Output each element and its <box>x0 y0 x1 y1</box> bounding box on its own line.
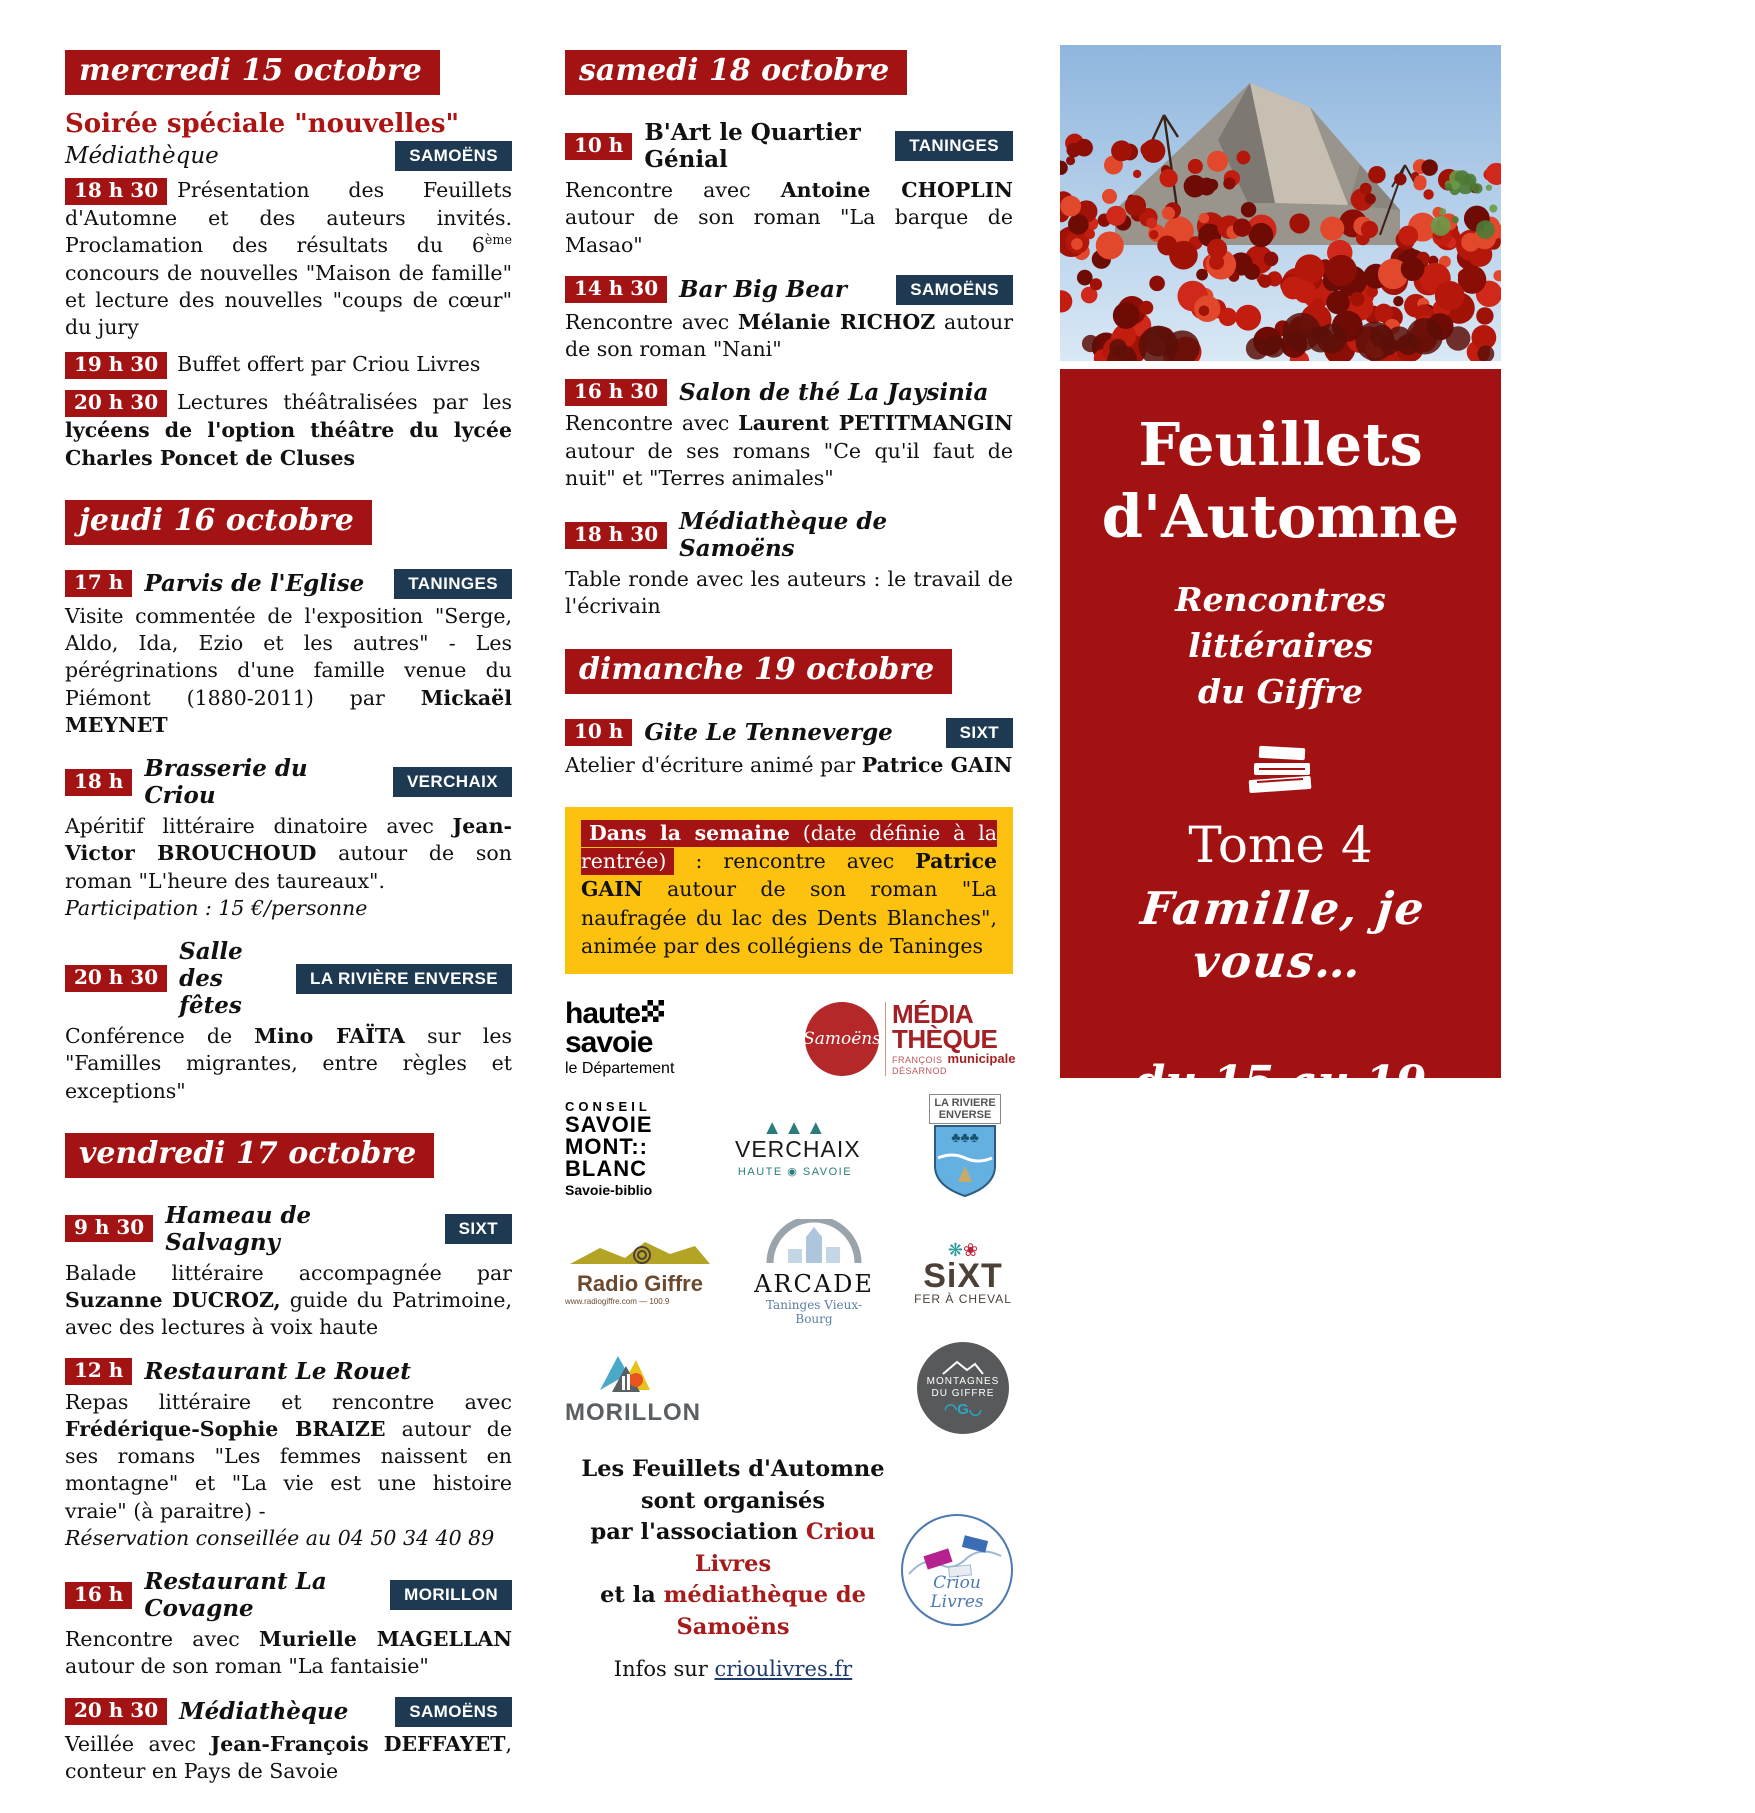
text-segment: sur les "Familles migrantes, entre règles et exceptions" <box>65 1024 512 1103</box>
text-segment: Murielle MAGELLAN <box>259 1627 512 1651</box>
day-section <box>65 1133 512 1785</box>
event-venue: Restaurant Le Rouet <box>144 1357 411 1385</box>
logo-arcade-line2: Taninges Vieux-Bourg <box>765 1298 862 1327</box>
event-description <box>65 1023 512 1105</box>
location-badge: VERCHAIX <box>393 767 512 797</box>
event-venue: Bar Big Bear <box>679 276 847 304</box>
riviere-shield-icon <box>932 1124 998 1198</box>
left-column <box>65 50 512 1813</box>
event-venue: B'Art le Quartier Génial <box>644 119 861 173</box>
location-badge: SAMOËNS <box>896 275 1013 305</box>
text-segment: Suzanne DUCROZ, <box>65 1288 281 1312</box>
radio-giffre-mountain-icon <box>570 1240 710 1266</box>
text-segment: Patrice GAIN <box>861 752 1013 777</box>
text-segment: Lectures théâtralisées par les <box>177 390 512 415</box>
middle-column <box>565 50 1016 1685</box>
week-note-chip-rest: (date définie à la rentrée) <box>581 820 997 874</box>
event-venue: Parvis de l'Eglise <box>144 570 365 598</box>
text-segment: Conférence de <box>65 1024 255 1048</box>
event-time-chip: 17 h <box>65 570 132 597</box>
event-time-chip: 18 h 30 <box>65 178 167 205</box>
day-header: dimanche 19 octobre <box>565 649 952 694</box>
logo-media-line2: THÈQUE <box>892 1023 998 1054</box>
text-segment: autour de son roman "La barque de Masao" <box>565 205 1013 257</box>
logo-verchaix <box>735 1116 861 1178</box>
event-venue: Salon de thé La Jaysinia <box>679 379 989 407</box>
organizers-line4-red: médiathèque de Samoëns <box>663 1582 866 1640</box>
event-venue: Salle des fêtes <box>179 938 243 1019</box>
text-segment: Présentation des Feuillets d'Automne et des auteurs invités. Proclamation des résultats du 6 <box>65 178 512 258</box>
logo-criou-livres <box>901 1514 1013 1626</box>
event-header-row <box>65 1697 512 1727</box>
event-venue: Hameau de Salvagny <box>165 1201 312 1256</box>
day-header: jeudi 16 octobre <box>65 500 372 545</box>
day-header: vendredi 17 octobre <box>65 1133 434 1178</box>
event-description <box>65 1260 512 1342</box>
event-venue: Restaurant La Covagne <box>144 1568 327 1622</box>
event-description <box>65 177 512 341</box>
organizers-line4-pre: et la <box>600 1582 664 1609</box>
montagnes-giffre-circle-icon <box>917 1342 1009 1434</box>
text-segment: autour de son roman "Nani" <box>565 309 1014 361</box>
logo-radio-line1: Radio Giffre <box>577 1270 703 1296</box>
text-segment: Rencontre avec <box>565 178 781 202</box>
location-badge: SAMOËNS <box>395 141 512 171</box>
event-header-row <box>65 569 512 599</box>
svg-text:♣♣♣: ♣♣♣ <box>951 1129 979 1146</box>
event-header-row <box>65 1202 512 1256</box>
logo-media-line1: MÉDIA <box>892 998 974 1029</box>
text-segment: autour de son roman "La fantaisie" <box>65 1654 429 1679</box>
event-description <box>65 1389 512 1553</box>
location-badge: MORILLON <box>390 1580 512 1610</box>
riviere-label-line2: ENVERSE <box>938 1109 992 1122</box>
event-header-row <box>565 508 1013 562</box>
logo-conseil-line3: MONT:: <box>565 1134 648 1160</box>
logo-haute-savoie-line1: haute <box>565 997 641 1031</box>
book-stack-icon <box>1084 742 1477 798</box>
logo-conseil-line1: CONSEIL <box>565 1099 651 1115</box>
event-time-chip: 10 h <box>565 133 632 160</box>
event-time-chip: 10 h <box>565 719 632 746</box>
text-segment: Veillée avec <box>65 1731 211 1756</box>
criou-livres-circle-icon <box>901 1514 1013 1626</box>
event-description <box>565 177 1013 259</box>
text-segment: ème <box>484 232 512 248</box>
logo-morillon-line1: MORILLON <box>565 1398 701 1426</box>
organizers-line3-pre: par l'association <box>590 1519 806 1546</box>
logo-sixt-line2: FER À CHEVAL <box>914 1291 1012 1306</box>
logo-haute-savoie-line2: savoie <box>565 1025 653 1059</box>
theme-script-text: Famille, je vous… <box>1138 881 1429 988</box>
special-venue-row <box>65 141 512 171</box>
day-header: mercredi 15 octobre <box>65 50 440 95</box>
event-venue: Médiathèque <box>65 143 219 169</box>
logo-arcade-line1: ARCADE <box>754 1270 874 1299</box>
brochure-title-line1: Feuillets <box>1138 410 1423 479</box>
text-segment: Rencontre avec <box>565 309 739 334</box>
logo-radio-line2: www.radiogiffre.com <box>565 1296 637 1306</box>
day-section <box>565 649 1013 779</box>
week-note-chip-bold: Dans la semaine <box>589 820 790 845</box>
samoens-circle-label: Samoëns <box>803 1029 881 1050</box>
brochure-subtitle-line1: Rencontres littéraires <box>1175 579 1386 666</box>
organizers-line1: Les Feuillets d'Automne <box>581 1456 885 1483</box>
logo-radio-giffre: Radio Giffre www.radiogiffre.com — 100.9 <box>565 1240 715 1306</box>
text-segment: Balade littéraire accompagnée par <box>65 1260 512 1285</box>
samoens-circle-icon <box>805 1002 879 1076</box>
event-description <box>65 603 512 739</box>
riviere-label-line1: LA RIVIERE <box>934 1097 996 1110</box>
text-segment: Rencontre avec <box>565 411 739 436</box>
event-description <box>565 410 1013 492</box>
text-segment: Atelier d'écriture animé par <box>565 752 862 777</box>
event-header-row <box>65 1568 512 1622</box>
text-segment: Mélanie RICHOZ <box>738 309 936 334</box>
logo-conseil-line4: BLANC <box>565 1156 647 1182</box>
text-segment: autour de ses romans "Les femmes naissent en montagne" et "La vie est une histoire vraie" (à paraitre) - <box>65 1416 512 1523</box>
event-header-row <box>65 938 512 1019</box>
brochure-subtitle <box>1084 577 1477 716</box>
organizers-line3-red: Criou Livres <box>694 1519 876 1577</box>
event-venue: Brasserie du Criou <box>144 755 308 809</box>
logo-radio-line3: 100.9 <box>649 1296 670 1306</box>
event-time-chip: 20 h 30 <box>65 1698 167 1725</box>
event-description <box>65 389 512 472</box>
day-section <box>65 50 512 472</box>
event-time-chip: 20 h 30 <box>65 965 167 992</box>
text-segment: Jean-Victor BROUCHOUD <box>65 814 512 866</box>
event-time-chip: 14 h 30 <box>565 276 667 303</box>
event-time-chip: 16 h 30 <box>565 379 667 406</box>
day-header: samedi 18 octobre <box>565 50 907 95</box>
sixt-flower-icon: ❋❀ <box>947 1240 979 1261</box>
logo-conseil-savoie-mont-blanc <box>565 1099 673 1198</box>
location-badge: TANINGES <box>394 569 512 599</box>
logo-conseil-line2: SAVOIE <box>565 1112 653 1138</box>
logo-verchaix-line2: HAUTE ◉ SAVOIE <box>737 1165 853 1178</box>
event-description <box>565 566 1013 621</box>
logo-sixt-fer-a-cheval <box>913 1240 1013 1306</box>
text-segment: Visite commentée de l'exposition "Serge, Aldo, Ida, Ezio et les autres" - Les pérégrinations d'une famille venue du Piémont (1880-2011) par <box>65 603 512 710</box>
criou-text-line2: Livres <box>930 1591 984 1612</box>
event-dates-line1: du 15 au 19 octobre <box>1134 1056 1427 1174</box>
event-description <box>65 351 512 379</box>
special-headline: Soirée spéciale "nouvelles" <box>65 109 460 139</box>
event-time-chip: 19 h 30 <box>65 352 167 379</box>
tome-label: Tome 4 <box>1188 815 1373 874</box>
text-segment: autour de son roman "L'heure des taureaux". <box>65 841 512 893</box>
text-segment: Participation : 15 €/personne <box>65 895 368 920</box>
event-header-row <box>565 718 1013 748</box>
event-description <box>565 309 1013 364</box>
text-segment: concours de nouvelles "Maison de famille" et lecture des nouvelles "coups de cœur" du jury <box>65 260 512 339</box>
text-segment: lycéens de l'option théâtre du lycée Charles Poncet de Cluses <box>65 418 512 470</box>
logo-montagnes-line2: DU GIFFRE <box>931 1388 995 1400</box>
crioulivres-link[interactable]: crioulivres.fr <box>714 1657 853 1682</box>
verchaix-trees-icon: ▲▲▲ <box>762 1116 828 1139</box>
text-segment: Buffet offert par Criou Livres <box>177 352 481 377</box>
title-panel <box>1060 369 1501 1240</box>
week-note-rest: autour de son roman "La naufragée du lac des Dents Blanches", animée par des collégiens de Taninges <box>581 877 997 958</box>
morillon-emblem-icon <box>592 1350 656 1394</box>
event-time-chip: 16 h <box>65 1582 132 1609</box>
event-description <box>65 1731 512 1786</box>
brochure-title <box>1084 409 1477 553</box>
event-venue: Médiathèque <box>179 1698 349 1725</box>
event-dates-line2: 2025 <box>1219 1188 1342 1240</box>
logo-media-small2: DÉSARNOD <box>892 1066 948 1077</box>
logo-morillon <box>565 1350 701 1427</box>
text-segment: Jean-François DEFFAYET <box>210 1731 506 1756</box>
logo-haute-savoie-line3: le Département <box>565 1060 675 1078</box>
text-segment: Antoine CHOPLIN <box>780 178 1013 202</box>
logo-verchaix-line1: VERCHAIX <box>735 1135 861 1162</box>
event-description <box>565 752 1013 779</box>
text-segment: Frédérique-Sophie BRAIZE <box>65 1416 386 1441</box>
location-badge: LA RIVIÈRE ENVERSE <box>296 964 512 994</box>
event-venue: Médiathèque de Samoëns <box>679 508 888 562</box>
autumn-mountain-photo <box>1060 45 1501 361</box>
event-description <box>65 1626 512 1681</box>
infos-pre: Infos sur <box>613 1657 715 1682</box>
organizers-text <box>565 1454 901 1684</box>
logo-mediatheque-samoens <box>803 998 1016 1077</box>
day-section <box>565 50 1013 621</box>
event-header-row <box>65 1358 512 1385</box>
text-segment: Rencontre avec <box>65 1627 260 1651</box>
event-time-chip: 18 h <box>65 769 132 796</box>
text-segment: Laurent PETITMANGIN <box>738 411 1013 436</box>
event-description <box>65 813 512 922</box>
brochure-subtitle-line2: du Giffre <box>1198 672 1363 712</box>
savoie-checker-icon <box>642 1000 664 1022</box>
arcade-dome-icon <box>766 1219 862 1265</box>
organizers-line2: sont organisés <box>641 1487 825 1514</box>
logo-montagnes-du-giffre <box>913 1342 1013 1434</box>
text-segment: Apéritif littéraire dinatoire avec <box>65 814 453 838</box>
text-segment: Repas littéraire et rencontre avec <box>65 1389 512 1414</box>
text-segment: , conteur en Pays de Savoie <box>65 1731 513 1783</box>
location-badge: SAMOËNS <box>395 1697 512 1727</box>
event-time-chip: 18 h 30 <box>565 522 667 549</box>
event-header-row <box>565 119 1013 173</box>
montagnes-swoosh-icon: ◠G◡ <box>944 1401 982 1419</box>
text-segment: Mino FAÏTA <box>254 1024 405 1048</box>
event-header-row <box>565 379 1013 406</box>
location-badge: SIXT <box>946 718 1013 748</box>
text-segment: Table ronde avec les auteurs : le travail de l'écrivain <box>565 567 1013 619</box>
logo-media-small3: municipale <box>947 1051 1016 1067</box>
week-note-box <box>565 807 1013 974</box>
right-column <box>1060 45 1501 1240</box>
text-segment: Mickaël MEYNET <box>65 685 512 737</box>
text-segment: guide du Patrimoine, avec des lectures à voix haute <box>65 1288 512 1340</box>
day-section <box>65 500 512 1105</box>
logo-montagnes-line1: MONTAGNES <box>926 1376 1000 1388</box>
event-time-chip: 12 h <box>65 1358 132 1385</box>
week-note-colon: : rencontre avec <box>674 849 916 874</box>
event-header-row <box>565 275 1013 305</box>
text-segment: autour de ses romans "Ce qu'il faut de nuit" et "Terres animales" <box>565 438 1013 490</box>
event-time-chip: 9 h 30 <box>65 1215 153 1242</box>
logo-sixt-line1: SiXT <box>923 1257 1003 1296</box>
logo-conseil-line5: Savoie-biblio <box>565 1182 653 1199</box>
location-badge: TANINGES <box>895 131 1013 161</box>
organizers-footer <box>565 1454 1013 1684</box>
logo-arcade <box>754 1219 874 1326</box>
event-header-row <box>65 755 512 809</box>
week-note-author: Patrice GAIN <box>581 849 997 902</box>
logo-media-small1: FRANÇOIS <box>892 1055 943 1066</box>
logo-la-riviere-enverse <box>917 1094 1013 1203</box>
brochure-title-line2: d'Automne <box>1101 481 1460 551</box>
partner-logos <box>565 997 1016 1434</box>
logo-haute-savoie <box>565 997 689 1078</box>
event-venue: Gite Le Tenneverge <box>644 719 893 746</box>
event-time-chip: 20 h 30 <box>65 390 167 417</box>
text-segment: Réservation conseillée au 04 50 34 40 89 <box>65 1525 495 1550</box>
location-badge: SIXT <box>445 1214 512 1244</box>
event-dates <box>1084 1050 1477 1248</box>
criou-text-line1: Criou <box>933 1573 981 1594</box>
